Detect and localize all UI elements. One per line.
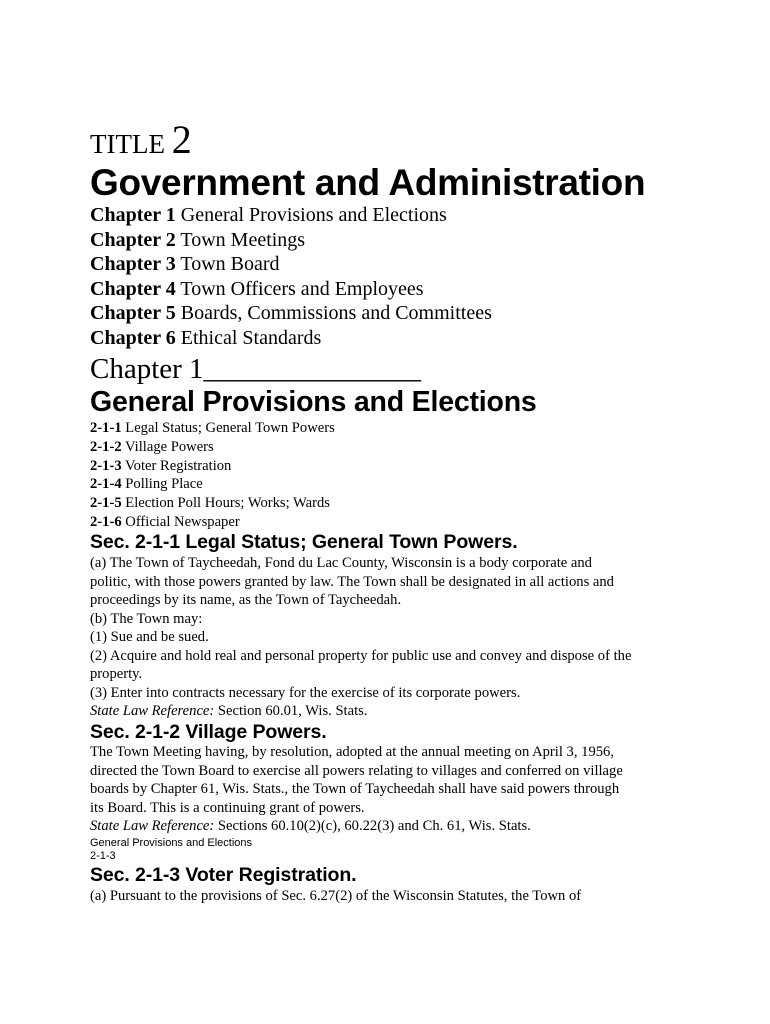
section-body-2-1-1 — [90, 554, 680, 721]
title-label — [90, 116, 192, 163]
body-line: property. — [90, 666, 143, 682]
body-line: its Board. This is a continuing grant of powers. — [90, 799, 365, 816]
section-list-item: 2-1-1 Legal Status; General Town Powers — [90, 420, 335, 436]
chapter-label: Chapter 1_______________ — [90, 353, 422, 385]
section-heading-2-1-3: Sec. 2-1-3 Voter Registration. — [90, 864, 357, 886]
section-heading-2-1-2: Sec. 2-1-2 Village Powers. — [90, 721, 327, 743]
body-line: The Town Meeting having, by resolution, adopted at the annual meeting on April 3, 1956, — [90, 744, 614, 760]
section-list-item: 2-1-5 Election Poll Hours; Works; Wards — [90, 495, 330, 512]
title-number: 2 — [171, 117, 192, 162]
body-line: (a) Pursuant to the provisions of Sec. 6.27(2) of the Wisconsin Statutes, the Town of — [90, 888, 582, 904]
chapter-list-item: Chapter 2 Town Meetings — [90, 228, 306, 251]
body-line: (b) The Town may: — [90, 610, 203, 627]
chapter-list-item: Chapter 6 Ethical Standards — [90, 326, 322, 349]
chapter-list — [90, 203, 492, 351]
chapter-list-item: Chapter 5 Boards, Commissions and Committees — [90, 302, 492, 325]
section-body-2-1-3 — [90, 887, 680, 906]
body-line: (1) Sue and be sued. — [90, 629, 209, 645]
body-line: politic, with those powers granted by law. The Town shall be designated in all actions and — [90, 573, 614, 590]
body-line: proceedings by its name, as the Town of Taycheedah. — [90, 592, 402, 608]
title-word: TITLE — [90, 129, 165, 159]
section-heading-2-1-1: Sec. 2-1-1 Legal Status; General Town Powers. — [90, 531, 518, 553]
body-line: (3) Enter into contracts necessary for the exercise of its corporate powers. — [90, 684, 521, 701]
section-list-item: 2-1-4 Polling Place — [90, 476, 203, 493]
section-list-item: 2-1-2 Village Powers — [90, 438, 214, 455]
section-list-item: 2-1-3 Voter Registration — [90, 457, 232, 474]
page-footer — [90, 837, 252, 862]
state-law-reference: State Law Reference: Section 60.01, Wis. Stats. — [90, 703, 368, 719]
section-list-item: 2-1-6 Official Newspaper — [90, 513, 240, 530]
section-body-2-1-2 — [90, 743, 680, 836]
chapter-title: General Provisions and Elections — [90, 386, 537, 418]
body-line: directed the Town Board to exercise all powers relating to villages and conferred on village — [90, 762, 623, 779]
section-list — [90, 419, 335, 532]
chapter-list-item: Chapter 1 General Provisions and Elections — [90, 204, 447, 226]
page-title: Government and Administration — [90, 162, 646, 203]
state-law-reference: State Law Reference: Sections 60.10(2)(c), 60.22(3) and Ch. 61, Wis. Stats. — [90, 818, 531, 834]
body-line: boards by Chapter 61, Wis. Stats., the Town of Taycheedah shall have said powers through — [90, 781, 620, 797]
body-line: (a) The Town of Taycheedah, Fond du Lac County, Wisconsin is a body corporate and — [90, 555, 592, 571]
footer-chapter: General Provisions and Elections — [90, 837, 253, 849]
chapter-list-item: Chapter 4 Town Officers and Employees — [90, 277, 424, 300]
chapter-list-item: Chapter 3 Town Board — [90, 253, 280, 276]
footer-page-number: 2-1-3 — [90, 849, 116, 862]
body-line: (2) Acquire and hold real and personal property for public use and convey and dispose of the — [90, 647, 632, 664]
